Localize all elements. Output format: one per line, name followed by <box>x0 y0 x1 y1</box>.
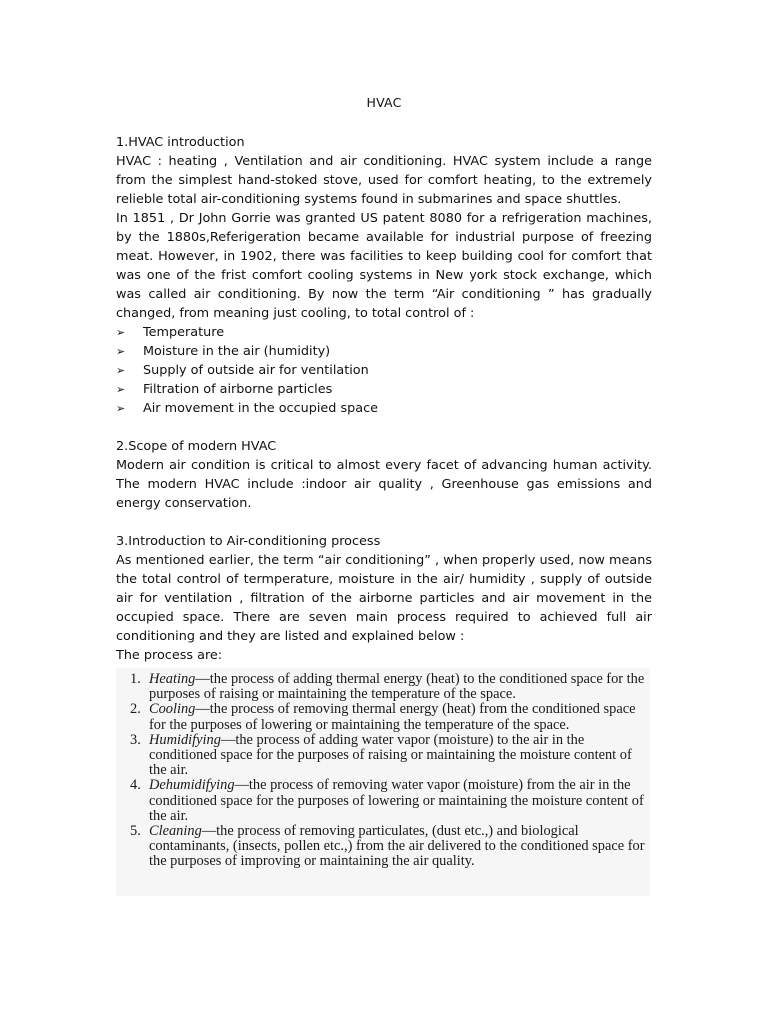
section-1-heading: 1.HVAC introduction <box>116 135 245 150</box>
list-item: ➢ Filtration of airborne particles <box>116 382 333 397</box>
list-item: ➢ Temperature <box>116 325 225 340</box>
arrow-bullet-icon: ➢ <box>116 402 126 415</box>
process-list-image <box>116 668 650 896</box>
document-title: HVAC <box>366 95 402 110</box>
section-1-paragraph-2: In 1851 , Dr John Gorrie was granted US patent 8080 for a refrigeration machines, by the 1880s,Referigeration became available for industrial purpose of freezing meat. However, in 1902, there was facilities to keep building cool for comfort that was one of the frist comfort cooling systems in New york stock exchange, which was called air conditioning. By now the term “Air conditioning ” has gradually changed, from meaning just cooling, to total control of : <box>116 211 652 321</box>
section-2-paragraph: Modern air condition is critical to almost every facet of advancing human activity. The modern HVAC include :indoor air quality , Greenhouse gas emissions and energy conservation. <box>116 458 652 511</box>
process-list <box>130 672 650 870</box>
process-item: 1. Heating—the process of adding thermal energy (heat) to the conditioned space for the purposes of raising or maintaining the temperature of the space. <box>130 671 645 703</box>
list-item: ➢ Air movement in the occupied space <box>116 401 379 416</box>
arrow-bullet-icon: ➢ <box>116 326 126 339</box>
process-item: 5. Cleaning—the process of removing particulates, (dust etc.,) and biological contaminants, (insects, pollen etc.,) from the air delivered to the conditioned space for the purposes of improving or maintaining the air quality. <box>130 823 645 870</box>
arrow-bullet-icon: ➢ <box>116 345 126 358</box>
control-list <box>116 323 652 418</box>
section-2-heading: 2.Scope of modern HVAC <box>116 439 277 454</box>
section-3-heading: 3.Introduction to Air-conditioning process <box>116 534 381 549</box>
section-1-paragraph-1: HVAC : heating , Ventilation and air conditioning. HVAC system include a range from the simplest hand-stoked stove, used for comfort heating, to the extremely relieble total air-conditioning systems found in submarines and space shuttles. <box>116 154 652 207</box>
process-lead-in: The process are: <box>116 648 223 663</box>
arrow-bullet-icon: ➢ <box>116 383 126 396</box>
document-body <box>116 133 652 896</box>
arrow-bullet-icon: ➢ <box>116 364 126 377</box>
process-item: 2. Cooling—the process of removing thermal energy (heat) from the conditioned space for the purposes of lowering or maintaining the temperature of the space. <box>130 701 636 733</box>
list-item: ➢ Supply of outside air for ventilation <box>116 363 369 378</box>
list-item: ➢ Moisture in the air (humidity) <box>116 344 331 359</box>
section-3-paragraph: As mentioned earlier, the term “air conditioning” , when properly used, now means the total control of termperature, moisture in the air/ humidity , supply of outside air for ventilation , filtration of the airborne particles and air movement in the occupied space. There are seven main process required to achieved full air conditioning and they are listed and explained below : <box>116 553 652 644</box>
process-item: 3. Humidifying—the process of adding water vapor (moisture) to the air in the conditioned space for the purposes of raising or maintaining the moisture content of the air. <box>130 731 632 779</box>
process-item: 4. Dehumidifying—the process of removing water vapor (moisture) from the air in the conditioned space for the purposes of lowering or maintaining the moisture content of the air. <box>130 777 644 824</box>
